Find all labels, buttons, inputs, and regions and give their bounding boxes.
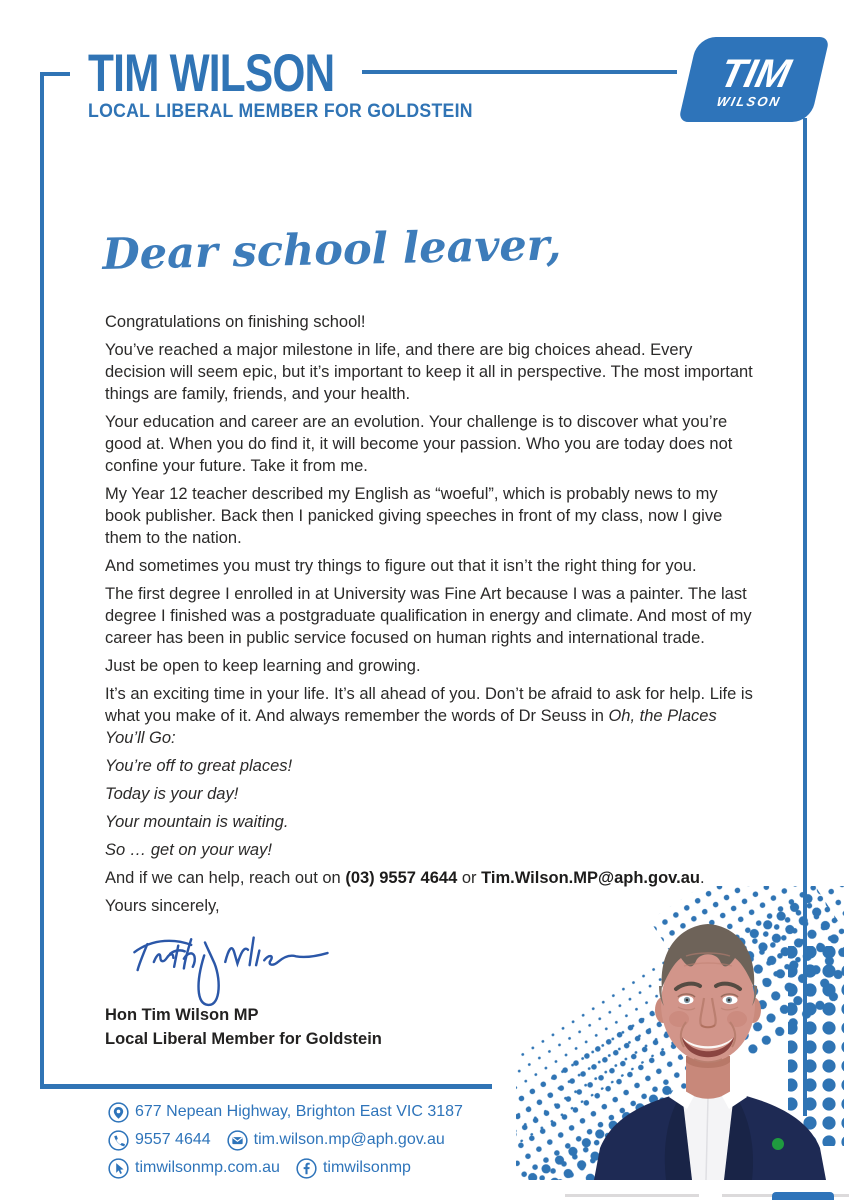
paragraph-evolution: Your education and career are an evolution. Your challenge is to discover what you’re good at. When you do find it, it will become your passion. Who you are today does not confine your future. Take it from me. [105, 413, 733, 475]
contact-address [108, 1102, 463, 1123]
contact-website [108, 1158, 280, 1179]
envelope-icon [227, 1130, 248, 1151]
lapel-pin [772, 1138, 784, 1150]
facebook-icon [296, 1158, 317, 1179]
signatory-name: Hon Tim Wilson MP [105, 1006, 259, 1024]
quote-line-3: Your mountain is waiting. [105, 813, 289, 831]
facebook-text[interactable]: timwilsonmp [322, 1159, 411, 1176]
frame-top-stub [40, 72, 70, 76]
help-prefix: And if we can help, reach out on [105, 869, 346, 887]
paragraph-year12: My Year 12 teacher described my English as “woeful”, which is probably news to my book publisher. Back then I panicked giving speeches in front of my class, now I give them to the nation. [105, 485, 723, 547]
paragraph-degrees: The first degree I enrolled in at University was Fine Art because I was a painter. The last degree I finished was a postgraduate qualification in energy and climate. And most of my career has been in public service focused on human rights and international trade. [105, 585, 752, 647]
frame-bottom-border [40, 1084, 492, 1089]
tim-wilson-logo [678, 37, 830, 122]
page-title: TIM WILSON [88, 44, 335, 103]
email-address[interactable]: Tim.Wilson.MP@aph.gov.au [481, 869, 700, 887]
contact-row-phone-email [108, 1126, 479, 1154]
logo-text-top: TIM [715, 51, 795, 96]
website-text[interactable]: timwilsonmp.com.au [135, 1159, 280, 1176]
paragraph-congrats: Congratulations on finishing school! [105, 313, 366, 331]
salutation-script: Dear school leaver, [101, 220, 562, 280]
paragraph-exciting-text: It’s an exciting time in your life. It’s all ahead of you. Don’t be afraid to ask for help. Life is what you make of it. And always remember the words of Dr Seuss in [105, 685, 753, 725]
cursor-icon [108, 1158, 129, 1179]
location-pin-icon [108, 1102, 129, 1123]
next-page-logo-edge [772, 1192, 834, 1200]
email-text[interactable]: tim.wilson.mp@aph.gov.au [253, 1131, 445, 1148]
pagebreak-line [565, 1194, 699, 1197]
portrait-photo [516, 886, 844, 1180]
logo-text-bottom: WILSON [715, 93, 783, 109]
contact-phone [108, 1130, 211, 1151]
page-subtitle: LOCAL LIBERAL MEMBER FOR GOLDSTEIN [88, 101, 473, 122]
quote-line-2: Today is your day! [105, 785, 239, 803]
phone-number: (03) 9557 4644 [345, 869, 458, 887]
quote-line-4: So … get on your way! [105, 841, 272, 859]
title-rule [362, 70, 677, 74]
contact-block [108, 1098, 479, 1182]
quote-line-1: You’re off to great places! [105, 757, 293, 775]
closing-line: Yours sincerely, [105, 897, 220, 915]
paragraph-exciting [105, 683, 753, 749]
paragraph-milestone: You’ve reached a major milestone in life, and there are big choices ahead. Every decision will seem epic, but it’s important to keep it all in perspective. The most important things are family, friends, and your health. [105, 341, 753, 403]
help-suffix: . [699, 869, 705, 887]
address-text: 677 Nepean Highway, Brighton East VIC 3187 [135, 1103, 463, 1120]
contact-row-web-social [108, 1154, 479, 1182]
help-connector: or [457, 869, 482, 887]
phone-text[interactable]: 9557 4644 [135, 1131, 211, 1148]
portrait-illustration [516, 886, 844, 1180]
paragraph-learning: Just be open to keep learning and growing. [105, 657, 421, 675]
signatory-role: Local Liberal Member for Goldstein [105, 1030, 382, 1048]
frame-left-border [40, 75, 44, 1089]
contact-row-address [108, 1098, 479, 1126]
signature-ink [101, 923, 369, 1009]
phone-icon [108, 1130, 129, 1151]
book-title: Oh, the Places You’ll Go: [105, 707, 717, 747]
paragraph-try-things: And sometimes you must try things to figure out that it isn’t the right thing for you. [105, 557, 697, 575]
contact-email [227, 1130, 445, 1151]
contact-facebook [296, 1158, 411, 1179]
